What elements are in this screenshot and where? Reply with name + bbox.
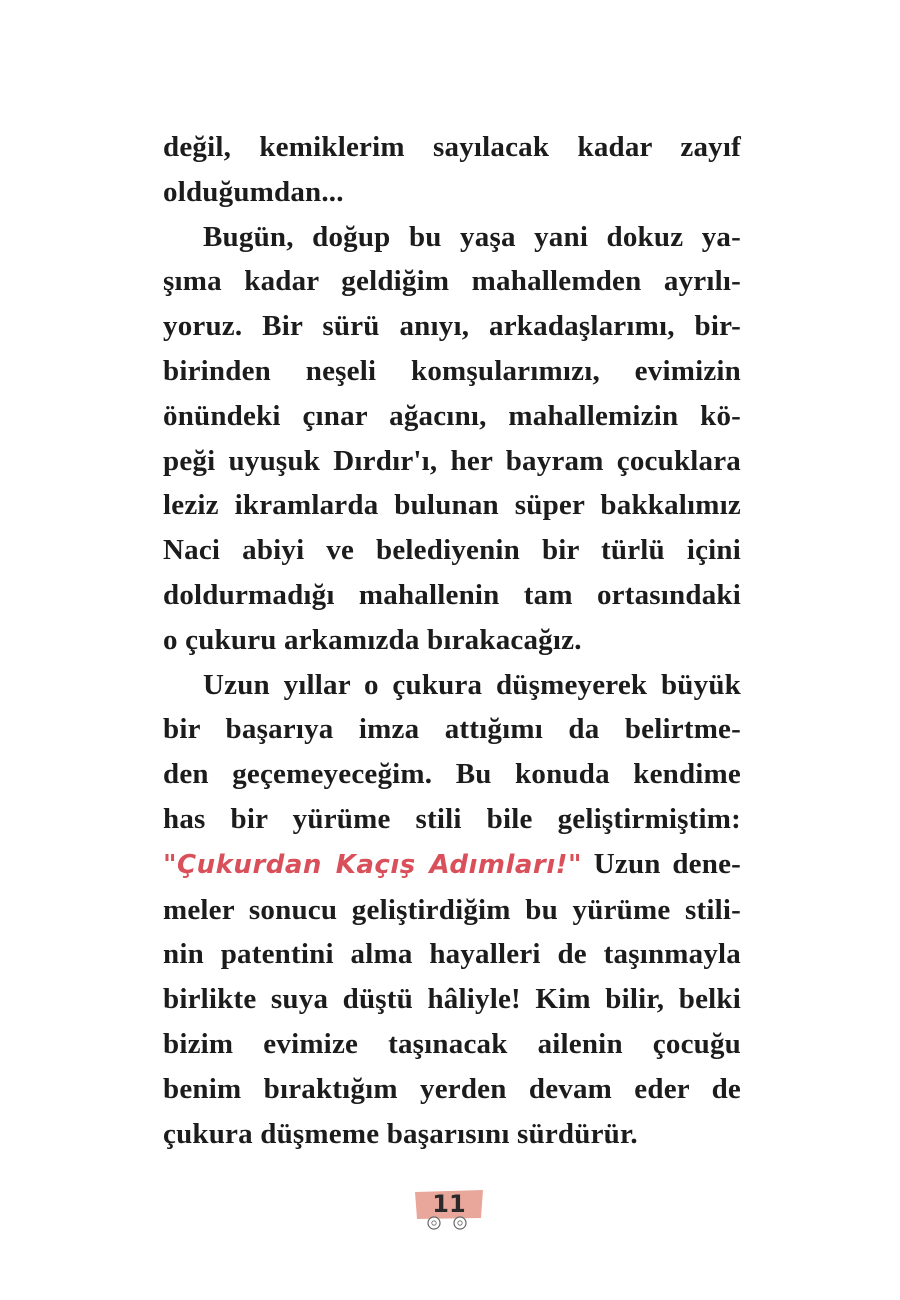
text-line: doldurmadığı mahallenin tam ortasındaki	[163, 578, 741, 611]
text-line: meler sonucu geliştirdiğim bu yürüme stili-	[163, 893, 741, 926]
body-text	[163, 125, 741, 1156]
text-line: nin patentini alma hayalleri de taşınmayla	[163, 938, 741, 971]
text-line: peği uyuşuk Dırdır'ı, her bayram çocuklara	[163, 444, 741, 477]
text-line: bizim evimize taşınacak ailenin çocuğu	[163, 1027, 741, 1060]
page-number-badge	[413, 1188, 485, 1228]
text-line: şıma kadar geldiğim mahallemden ayrılı-	[163, 265, 741, 298]
text-line	[163, 842, 741, 888]
text-line: leziz ikramlarda bulunan süper bakkalımız	[163, 489, 741, 522]
text-line-tail: Uzun dene-	[593, 847, 741, 880]
text-line: yoruz. Bir sürü anıyı, arkadaşlarımı, bir-	[163, 310, 741, 343]
highlight-phrase: "Çukurdan Kaçış Adımları!"	[163, 849, 583, 880]
text-line: değil, kemiklerim sayılacak kadar zayıf	[163, 131, 741, 163]
text-line: den geçemeyeceğim. Bu konuda kendime	[163, 758, 741, 791]
text-line: olduğumdan...	[163, 175, 344, 208]
page-number: 11	[432, 1190, 466, 1218]
text-line: birlikte suya düştü hâliyle! Kim bilir, belki	[163, 983, 741, 1016]
text-line: çukura düşmeme başarısını sürdürür.	[163, 1117, 638, 1150]
text-line: Naci abiyi ve belediyenin bir türlü içini	[163, 534, 741, 567]
text-line: birinden neşeli komşularımızı, evimizin	[163, 354, 741, 387]
text-line: benim bıraktığım yerden devam eder de	[163, 1072, 741, 1105]
text-line: o çukuru arkamızda bırakacağız.	[163, 623, 582, 656]
text-line: bir başarıya imza attığımı da belirtme-	[163, 713, 741, 746]
text-line: has bir yürüme stili bile geliştirmiştim:	[163, 802, 741, 835]
text-line: önündeki çınar ağacını, mahallemizin kö-	[163, 399, 741, 432]
text-line: Bugün, doğup bu yaşa yani dokuz ya-	[203, 220, 741, 253]
text-line: Uzun yıllar o çukura düşmeyerek büyük	[203, 668, 741, 701]
